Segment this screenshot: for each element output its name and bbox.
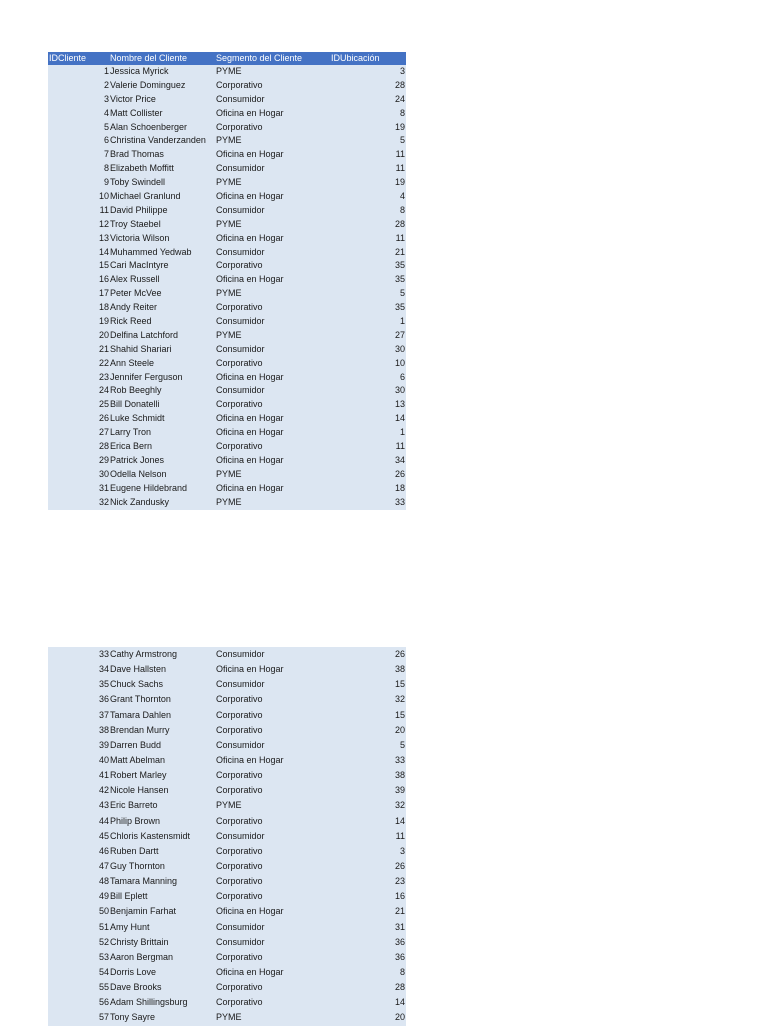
table-row <box>48 357 406 371</box>
cell-name: Brad Thomas <box>110 149 164 160</box>
table-row <box>48 134 406 148</box>
header-name: Nombre del Cliente <box>110 53 188 63</box>
cell-segment: Consumidor <box>216 93 265 104</box>
cell-id: 45 <box>98 830 109 841</box>
cell-location: 32 <box>394 694 405 705</box>
cell-id: 54 <box>98 966 109 977</box>
cell-location: 1 <box>399 316 405 327</box>
cell-location: 18 <box>394 482 405 493</box>
cell-name: Philip Brown <box>110 815 161 826</box>
cell-id: 43 <box>98 800 109 811</box>
cell-id: 27 <box>98 427 109 438</box>
cell-segment: Corporativo <box>216 357 263 368</box>
cell-segment: Corporativo <box>216 876 263 887</box>
cell-segment: Oficina en Hogar <box>216 664 284 675</box>
cell-location: 27 <box>394 329 405 340</box>
table-row <box>48 371 406 385</box>
cell-id: 47 <box>98 860 109 871</box>
cell-location: 39 <box>394 785 405 796</box>
cell-id: 7 <box>103 149 109 160</box>
cell-location: 14 <box>394 815 405 826</box>
table-row <box>48 647 406 662</box>
cell-name: Tamara Manning <box>110 876 178 887</box>
cell-segment: PYME <box>216 329 242 340</box>
cell-location: 11 <box>395 149 405 160</box>
cell-segment: PYME <box>216 800 242 811</box>
cell-id: 30 <box>98 468 109 479</box>
cell-segment: Corporativo <box>216 770 263 781</box>
table-row <box>48 343 406 357</box>
table-row <box>48 708 406 723</box>
cell-name: Ruben Dartt <box>110 845 159 856</box>
cell-name: Alex Russell <box>110 274 160 285</box>
table-row <box>48 874 406 889</box>
cell-location: 23 <box>394 876 405 887</box>
cell-name: Cathy Armstrong <box>110 649 178 659</box>
cell-location: 33 <box>394 754 405 765</box>
cell-id: 1 <box>103 66 109 76</box>
cell-id: 55 <box>98 982 109 993</box>
table-row <box>48 723 406 738</box>
cell-location: 30 <box>394 385 405 396</box>
cell-location: 36 <box>394 951 405 962</box>
cell-name: Elizabeth Moffitt <box>110 163 174 174</box>
cell-location: 28 <box>394 218 405 229</box>
cell-segment: Oficina en Hogar <box>216 427 284 438</box>
cell-name: Adam Shillingsburg <box>110 997 188 1008</box>
cell-name: Erica Bern <box>110 441 153 452</box>
cell-name: Michael Granlund <box>110 191 181 202</box>
cell-location: 35 <box>394 274 405 285</box>
cell-id: 4 <box>103 107 109 118</box>
cell-name: Larry Tron <box>110 427 152 438</box>
table-row <box>48 273 406 287</box>
cell-segment: Corporativo <box>216 845 263 856</box>
cell-segment: Corporativo <box>216 815 263 826</box>
cell-id: 39 <box>98 739 109 750</box>
cell-id: 41 <box>98 770 109 781</box>
table-row <box>48 783 406 798</box>
cell-location: 26 <box>394 649 405 659</box>
table-row <box>48 79 406 93</box>
cell-location: 8 <box>399 107 405 118</box>
cell-id: 50 <box>98 906 109 917</box>
cell-name: Jessica Myrick <box>110 66 169 76</box>
table-row <box>48 662 406 677</box>
cell-location: 11 <box>395 441 405 452</box>
cell-name: Robert Marley <box>110 770 167 781</box>
cell-segment: Consumidor <box>216 343 265 354</box>
cell-id: 22 <box>98 357 109 368</box>
cell-name: Nick Zandusky <box>110 496 170 507</box>
table-row <box>48 65 406 79</box>
cell-segment: Oficina en Hogar <box>216 371 284 382</box>
cell-name: Christina Vanderzanden <box>110 135 206 146</box>
cell-name: Victor Price <box>110 93 156 104</box>
cell-id: 8 <box>103 163 109 174</box>
cell-name: Jennifer Ferguson <box>110 371 183 382</box>
table-row <box>48 398 406 412</box>
cell-segment: Corporativo <box>216 997 263 1008</box>
cell-location: 4 <box>399 191 405 202</box>
table-row <box>48 844 406 859</box>
cell-name: Dave Brooks <box>110 982 162 993</box>
cell-segment: Oficina en Hogar <box>216 107 284 118</box>
cell-id: 10 <box>98 191 109 202</box>
cell-segment: Oficina en Hogar <box>216 191 284 202</box>
header-segment: Segmento del Cliente <box>216 53 303 63</box>
table-row <box>48 738 406 753</box>
cell-id: 2 <box>103 79 109 90</box>
cell-name: Valerie Dominguez <box>110 79 186 90</box>
cell-location: 38 <box>394 770 405 781</box>
cell-name: Eugene Hildebrand <box>110 482 188 493</box>
cell-id: 37 <box>98 709 109 720</box>
cell-location: 16 <box>394 891 405 902</box>
cell-segment: PYME <box>216 218 242 229</box>
cell-segment: Consumidor <box>216 921 265 932</box>
cell-segment: Corporativo <box>216 260 263 271</box>
table-row <box>48 384 406 398</box>
cell-id: 24 <box>98 385 109 396</box>
cell-segment: PYME <box>216 177 242 188</box>
cell-name: Bill Eplett <box>110 891 148 902</box>
cell-id: 6 <box>103 135 109 146</box>
cell-name: Dorris Love <box>110 966 157 977</box>
table-row <box>48 259 406 273</box>
cell-id: 26 <box>98 413 109 424</box>
cell-name: Eric Barreto <box>110 800 158 811</box>
cell-id: 20 <box>98 329 109 340</box>
cell-segment: Oficina en Hogar <box>216 966 284 977</box>
cell-name: Chloris Kastensmidt <box>110 830 191 841</box>
header-id: IDCliente <box>49 53 87 63</box>
cell-segment: Consumidor <box>216 830 265 841</box>
cell-id: 57 <box>98 1012 109 1023</box>
cell-id: 28 <box>98 441 109 452</box>
table-row <box>48 768 406 783</box>
cell-location: 8 <box>399 966 405 977</box>
cell-name: Aaron Bergman <box>110 951 174 962</box>
table-row <box>48 176 406 190</box>
cell-segment: Corporativo <box>216 709 263 720</box>
cell-id: 9 <box>103 177 109 188</box>
cell-location: 5 <box>399 135 405 146</box>
cell-location: 21 <box>394 906 405 917</box>
cell-name: Toby Swindell <box>110 177 166 188</box>
cell-location: 1 <box>399 427 405 438</box>
cell-id: 52 <box>98 936 109 947</box>
cell-segment: PYME <box>216 1012 242 1023</box>
cell-location: 5 <box>399 739 405 750</box>
table-row <box>48 753 406 768</box>
cell-name: Grant Thornton <box>110 694 171 705</box>
cell-segment: Corporativo <box>216 785 263 796</box>
cell-id: 14 <box>98 246 109 257</box>
cell-name: Rob Beeghly <box>110 385 162 396</box>
cell-location: 24 <box>394 93 405 104</box>
table-row <box>48 121 406 135</box>
cell-segment: PYME <box>216 496 242 507</box>
cell-segment: Corporativo <box>216 694 263 705</box>
cell-segment: Oficina en Hogar <box>216 274 284 285</box>
table-row <box>48 93 406 107</box>
table-row <box>48 496 406 510</box>
table-row <box>48 814 406 829</box>
table-row <box>48 107 406 121</box>
cell-segment: Consumidor <box>216 246 265 257</box>
cell-location: 8 <box>399 204 405 215</box>
cell-name: Tony Sayre <box>110 1012 156 1023</box>
cell-location: 34 <box>394 454 405 465</box>
cell-id: 48 <box>98 876 109 887</box>
cell-segment: Corporativo <box>216 891 263 902</box>
table-row <box>48 950 406 965</box>
cell-location: 21 <box>394 246 405 257</box>
cell-name: Amy Hunt <box>110 921 150 932</box>
cell-segment: Corporativo <box>216 951 263 962</box>
cell-segment: Oficina en Hogar <box>216 413 284 424</box>
cell-segment: Oficina en Hogar <box>216 149 284 160</box>
cell-id: 35 <box>98 679 109 690</box>
cell-location: 3 <box>399 66 405 76</box>
table-header <box>48 52 406 65</box>
table-row <box>48 482 406 496</box>
cell-segment: PYME <box>216 135 242 146</box>
cell-name: Nicole Hansen <box>110 785 169 796</box>
cell-id: 44 <box>98 815 109 826</box>
cell-segment: Oficina en Hogar <box>216 232 284 243</box>
cell-name: Bill Donatelli <box>110 399 160 410</box>
cell-id: 46 <box>98 845 109 856</box>
cell-location: 11 <box>395 830 405 841</box>
cell-segment: Consumidor <box>216 204 265 215</box>
cell-segment: PYME <box>216 288 242 299</box>
cell-name: Andy Reiter <box>110 302 158 313</box>
table-row <box>48 935 406 950</box>
cell-id: 23 <box>98 371 109 382</box>
cell-segment: PYME <box>216 468 242 479</box>
table-row <box>48 440 406 454</box>
cell-segment: Corporativo <box>216 441 263 452</box>
cell-id: 42 <box>98 785 109 796</box>
cell-location: 11 <box>395 163 405 174</box>
cell-location: 33 <box>394 496 405 507</box>
cell-segment: Corporativo <box>216 399 263 410</box>
cell-segment: Consumidor <box>216 316 265 327</box>
cell-location: 19 <box>394 177 405 188</box>
table-row <box>48 904 406 919</box>
table-row <box>48 315 406 329</box>
cell-id: 13 <box>98 232 109 243</box>
table-row <box>48 859 406 874</box>
cell-id: 40 <box>98 754 109 765</box>
cell-location: 6 <box>399 371 405 382</box>
cell-location: 20 <box>394 724 405 735</box>
cell-name: Christy Brittain <box>110 936 169 947</box>
table-row <box>48 995 406 1010</box>
cell-name: Odella Nelson <box>110 468 167 479</box>
cell-id: 16 <box>98 274 109 285</box>
cell-name: Luke Schmidt <box>110 413 165 424</box>
cell-id: 53 <box>98 951 109 962</box>
cell-id: 29 <box>98 454 109 465</box>
cell-id: 18 <box>98 302 109 313</box>
cell-id: 19 <box>98 316 109 327</box>
cell-id: 34 <box>98 664 109 675</box>
cell-id: 49 <box>98 891 109 902</box>
cell-location: 5 <box>399 288 405 299</box>
customer-table-page-1 <box>48 52 406 510</box>
cell-id: 17 <box>98 288 109 299</box>
cell-segment: Corporativo <box>216 302 263 313</box>
table-row <box>48 204 406 218</box>
table-row <box>48 232 406 246</box>
cell-name: Brendan Murry <box>110 724 170 735</box>
cell-location: 14 <box>394 413 405 424</box>
cell-name: Matt Abelman <box>110 754 166 765</box>
cell-name: Victoria Wilson <box>110 232 170 243</box>
customer-table-page-2 <box>48 647 406 1026</box>
cell-location: 38 <box>394 664 405 675</box>
cell-location: 3 <box>399 845 405 856</box>
cell-segment: Corporativo <box>216 860 263 871</box>
table-row <box>48 889 406 904</box>
table-row <box>48 218 406 232</box>
header-location: IDUbicación <box>331 53 380 63</box>
table-row <box>48 798 406 813</box>
table-row <box>48 412 406 426</box>
table-row <box>48 965 406 980</box>
cell-location: 14 <box>394 997 405 1008</box>
cell-segment: Corporativo <box>216 79 263 90</box>
cell-name: Troy Staebel <box>110 218 161 229</box>
cell-id: 25 <box>98 399 109 410</box>
cell-name: Benjamin Farhat <box>110 906 177 917</box>
table-row <box>48 190 406 204</box>
cell-segment: Consumidor <box>216 163 265 174</box>
cell-segment: Consumidor <box>216 385 265 396</box>
cell-segment: Consumidor <box>216 936 265 947</box>
cell-location: 20 <box>394 1012 405 1023</box>
cell-name: Alan Schoenberger <box>110 121 188 132</box>
cell-id: 33 <box>98 649 109 659</box>
cell-segment: Oficina en Hogar <box>216 754 284 765</box>
cell-location: 26 <box>394 468 405 479</box>
cell-segment: Corporativo <box>216 121 263 132</box>
table-row <box>48 301 406 315</box>
table-row <box>48 287 406 301</box>
cell-location: 19 <box>394 121 405 132</box>
cell-segment: Consumidor <box>216 679 265 690</box>
cell-location: 30 <box>394 343 405 354</box>
cell-id: 31 <box>98 482 109 493</box>
cell-location: 15 <box>394 679 405 690</box>
cell-name: Ann Steele <box>110 357 155 368</box>
cell-id: 15 <box>98 260 109 271</box>
table-row <box>48 246 406 260</box>
table-row <box>48 426 406 440</box>
table-row <box>48 162 406 176</box>
table-row <box>48 1010 406 1025</box>
cell-segment: Oficina en Hogar <box>216 454 284 465</box>
cell-name: Guy Thornton <box>110 860 165 871</box>
cell-id: 5 <box>103 121 109 132</box>
cell-name: Matt Collister <box>110 107 163 118</box>
cell-segment: Oficina en Hogar <box>216 906 284 917</box>
cell-segment: Consumidor <box>216 649 265 659</box>
cell-id: 38 <box>98 724 109 735</box>
cell-location: 28 <box>394 79 405 90</box>
cell-id: 32 <box>98 496 109 507</box>
table-row <box>48 329 406 343</box>
cell-id: 51 <box>98 921 109 932</box>
cell-segment: Corporativo <box>216 724 263 735</box>
cell-id: 56 <box>98 997 109 1008</box>
cell-location: 11 <box>395 232 405 243</box>
cell-location: 13 <box>394 399 405 410</box>
table-row <box>48 454 406 468</box>
table-row <box>48 829 406 844</box>
cell-name: Darren Budd <box>110 739 162 750</box>
cell-id: 12 <box>98 218 109 229</box>
cell-name: Rick Reed <box>110 316 152 327</box>
cell-segment: Consumidor <box>216 739 265 750</box>
cell-id: 11 <box>99 204 109 215</box>
cell-location: 35 <box>394 260 405 271</box>
cell-name: Patrick Jones <box>110 454 165 465</box>
cell-location: 35 <box>394 302 405 313</box>
table-row <box>48 677 406 692</box>
cell-location: 15 <box>394 709 405 720</box>
cell-name: Muhammed Yedwab <box>110 246 192 257</box>
cell-location: 10 <box>394 357 405 368</box>
table-row <box>48 692 406 707</box>
cell-location: 36 <box>394 936 405 947</box>
table-row <box>48 468 406 482</box>
cell-segment: PYME <box>216 66 242 76</box>
cell-location: 31 <box>394 921 405 932</box>
cell-name: Dave Hallsten <box>110 664 167 675</box>
table-row <box>48 980 406 995</box>
cell-location: 26 <box>394 860 405 871</box>
cell-segment: Corporativo <box>216 982 263 993</box>
cell-id: 36 <box>98 694 109 705</box>
cell-location: 32 <box>394 800 405 811</box>
cell-name: Shahid Shariari <box>110 343 172 354</box>
cell-id: 3 <box>103 93 109 104</box>
table-row <box>48 920 406 935</box>
cell-name: David Philippe <box>110 204 168 215</box>
cell-name: Chuck Sachs <box>110 679 164 690</box>
cell-name: Peter McVee <box>110 288 162 299</box>
cell-location: 28 <box>394 982 405 993</box>
table-row <box>48 148 406 162</box>
cell-name: Cari MacIntyre <box>110 260 169 271</box>
cell-name: Delfina Latchford <box>110 329 179 340</box>
cell-name: Tamara Dahlen <box>110 709 172 720</box>
cell-segment: Oficina en Hogar <box>216 482 284 493</box>
cell-id: 21 <box>98 343 109 354</box>
